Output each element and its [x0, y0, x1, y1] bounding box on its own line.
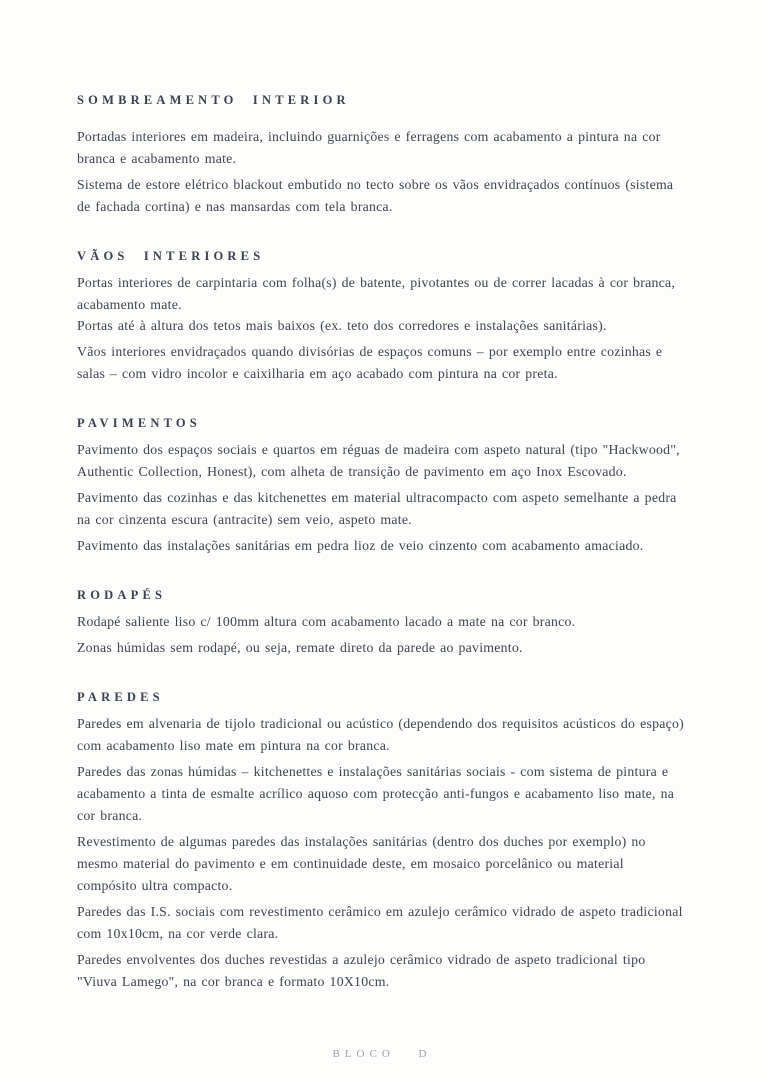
- page-footer: [0, 1044, 764, 1062]
- paragraph: Paredes envolventes dos duches revestidas a azulejo cerâmico vidrado de aspeto tradicional tipo "Viuva Lamego", na cor branca e formato 10X10cm.: [77, 952, 646, 989]
- section-vaos-interiores: [77, 248, 688, 385]
- paragraph: Sistema de estore elétrico blackout embutido no tecto sobre os vãos envidraçados contínuos (sistema de fachada cortina) e nas mansardas com tela branca.: [77, 177, 674, 214]
- paragraph: Paredes das zonas húmidas – kitchenettes e instalações sanitárias sociais - com sistema de pintura e acabamento a tinta de esmalte acrílico aquoso com protecção anti-fungos e acabamento liso mate, na cor branca.: [77, 764, 675, 823]
- section-heading: VÃOS INTERIORES: [77, 249, 265, 263]
- paragraph: Vãos interiores envidraçados quando divisórias de espaços comuns – por exemplo entre cozinhas e salas – com vidro incolor e caixilharia em aço acabado com pintura na cor preta.: [77, 344, 663, 381]
- paragraph: Portas até à altura dos tetos mais baixos (ex. teto dos corredores e instalações sanitárias).: [77, 318, 607, 333]
- section-sombreamento-interior: [77, 92, 688, 218]
- section-heading: RODAPÉS: [77, 588, 167, 602]
- paragraph: Zonas húmidas sem rodapé, ou seja, remate direto da parede ao pavimento.: [77, 640, 523, 655]
- paragraph: Pavimento dos espaços sociais e quartos em réguas de madeira com aspeto natural (tipo "Hackwood", Authentic Collection, Honest), com alheta de transição de pavimento em aço Inox Escovado.: [77, 442, 680, 479]
- paragraph: Pavimento das cozinhas e das kitchenettes em material ultracompacto com aspeto semelhante a pedra na cor cinzenta escura (antracite) sem veio, aspeto mate.: [77, 490, 677, 527]
- section-heading: PAVIMENTOS: [77, 416, 201, 430]
- paragraph: Pavimento das instalações sanitárias em pedra lioz de veio cinzento com acabamento amaciado.: [77, 538, 644, 553]
- paragraph: Paredes das I.S. sociais com revestimento cerâmico em azulejo cerâmico vidrado de aspeto tradicional com 10x10cm, na cor verde clara.: [77, 904, 683, 941]
- paragraph: Revestimento de algumas paredes das instalações sanitárias (dentro dos duches por exemplo) no mesmo material do pavimento e em continuidade deste, em mosaico porcelânico ou material compósito ultra compacto.: [77, 834, 646, 893]
- paragraph: Portadas interiores em madeira, incluindo guarnições e ferragens com acabamento a pintura na cor branca e acabamento mate.: [77, 129, 661, 166]
- paragraph: Paredes em alvenaria de tijolo tradicional ou acústico (dependendo dos requisitos acústicos do espaço) com acabamento liso mate em pintura na cor branca.: [77, 716, 684, 753]
- paragraph: Portas interiores de carpintaria com folha(s) de batente, pivotantes ou de correr lacadas à cor branca, acabamento mate.: [77, 275, 676, 312]
- section-pavimentos: [77, 415, 688, 557]
- section-paredes: [77, 689, 688, 993]
- section-heading: PAREDES: [77, 690, 164, 704]
- paragraph: Rodapé saliente liso c/ 100mm altura com acabamento lacado a mate na cor branco.: [77, 614, 576, 629]
- section-rodapes: [77, 587, 688, 659]
- section-heading: SOMBREAMENTO INTERIOR: [77, 93, 350, 107]
- footer-block-label: BLOCO D: [332, 1048, 432, 1060]
